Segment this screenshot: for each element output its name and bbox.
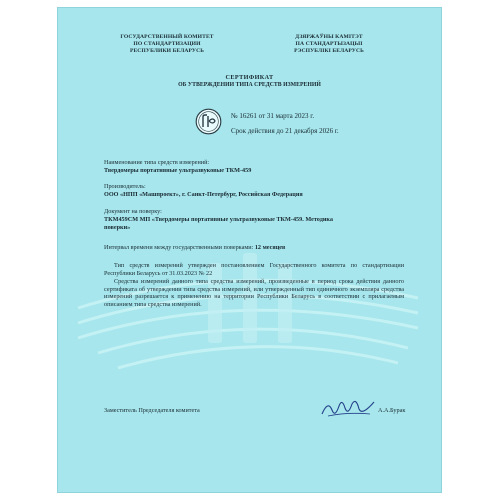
manufacturer-label: Производитель:: [104, 183, 146, 190]
certificate-page: [58, 8, 441, 492]
signatory-position: Заместитель Председателя комитета: [104, 407, 200, 414]
certificate-validity: Срок действия до 21 декабря 2026 г.: [231, 127, 339, 135]
paragraph-usage-line-3: или утвержденный тип единичного экземпляра средства измерений разрешается: [104, 285, 404, 301]
paragraph-approval: [104, 262, 404, 277]
document-label: Документ на поверку:: [104, 208, 162, 215]
signatory-name: А.А.Бурак: [378, 407, 406, 414]
manufacturer-value: ООО «НПП «Машпроект», г. Санкт-Петербург, Российская Федерация: [104, 191, 303, 198]
header-right-line-2: ПА СТАНДАРТЫЗАЦЫІ: [295, 41, 363, 47]
interval-value: 12 месяцев: [254, 244, 286, 251]
paragraph-usage-line-2: действия данного сертификата об утверждении типа средства измерений,: [104, 278, 404, 293]
type-value: Твердомеры портативные ультразвуковые ТКМ-459: [104, 167, 252, 174]
emblem-icon: [195, 108, 222, 135]
interval-label: Интервал времени между государственными поверками:: [104, 244, 255, 251]
document-value-line-1: ТКМ459СМ МП «Твердомеры портативные ультразвуковые ТКМ-459. Методика: [104, 216, 333, 223]
paragraph-approval-line-2: по стандартизации Республики Беларусь от 31.03.2023 № 22: [104, 262, 404, 277]
header-left: [108, 34, 226, 55]
paragraph-approval-line-1: Тип средств измерений утвержден постановлением Государственного комитета: [114, 262, 351, 269]
certificate-title: СЕРТИФИКАТ: [225, 74, 274, 81]
header-left-line-2: ПО СТАНДАРТИЗАЦИИ: [133, 41, 201, 47]
header-right-line-1: ДЗЯРЖАЎНЫ КАМІТЭТ: [295, 34, 363, 40]
header-right: [270, 34, 388, 55]
paragraph-usage-line-1: Средства измерений данного типа средства измерений, произведенные в период срока: [114, 278, 357, 285]
paragraph-usage: [104, 278, 404, 308]
type-label: Наименование типа средств измерений:: [104, 159, 210, 166]
paragraph-usage-line-5: описанием типа средства измерений.: [104, 300, 202, 308]
document-value-line-2: поверки»: [104, 224, 131, 231]
header-left-line-3: РЕСПУБЛИКИ БЕЛАРУСЬ: [129, 48, 205, 54]
interval-line: [104, 244, 285, 251]
certificate-number: № 16261 от 31 марта 2023 г.: [231, 112, 315, 120]
header-right-line-3: РЭСПУБЛІКІ БЕЛАРУСЬ: [294, 48, 364, 54]
handwritten-signature: [318, 394, 378, 422]
paragraph-usage-line-4: к применению на территории Республики Беларусь в соответствии с прилагаемым: [171, 293, 405, 301]
header-left-line-1: ГОСУДАРСТВЕННЫЙ КОМИТЕТ: [120, 34, 214, 40]
certificate-subtitle: ОБ УТВЕРЖДЕНИИ ТИПА СРЕДСТВ ИЗМЕРЕНИЙ: [178, 82, 321, 88]
